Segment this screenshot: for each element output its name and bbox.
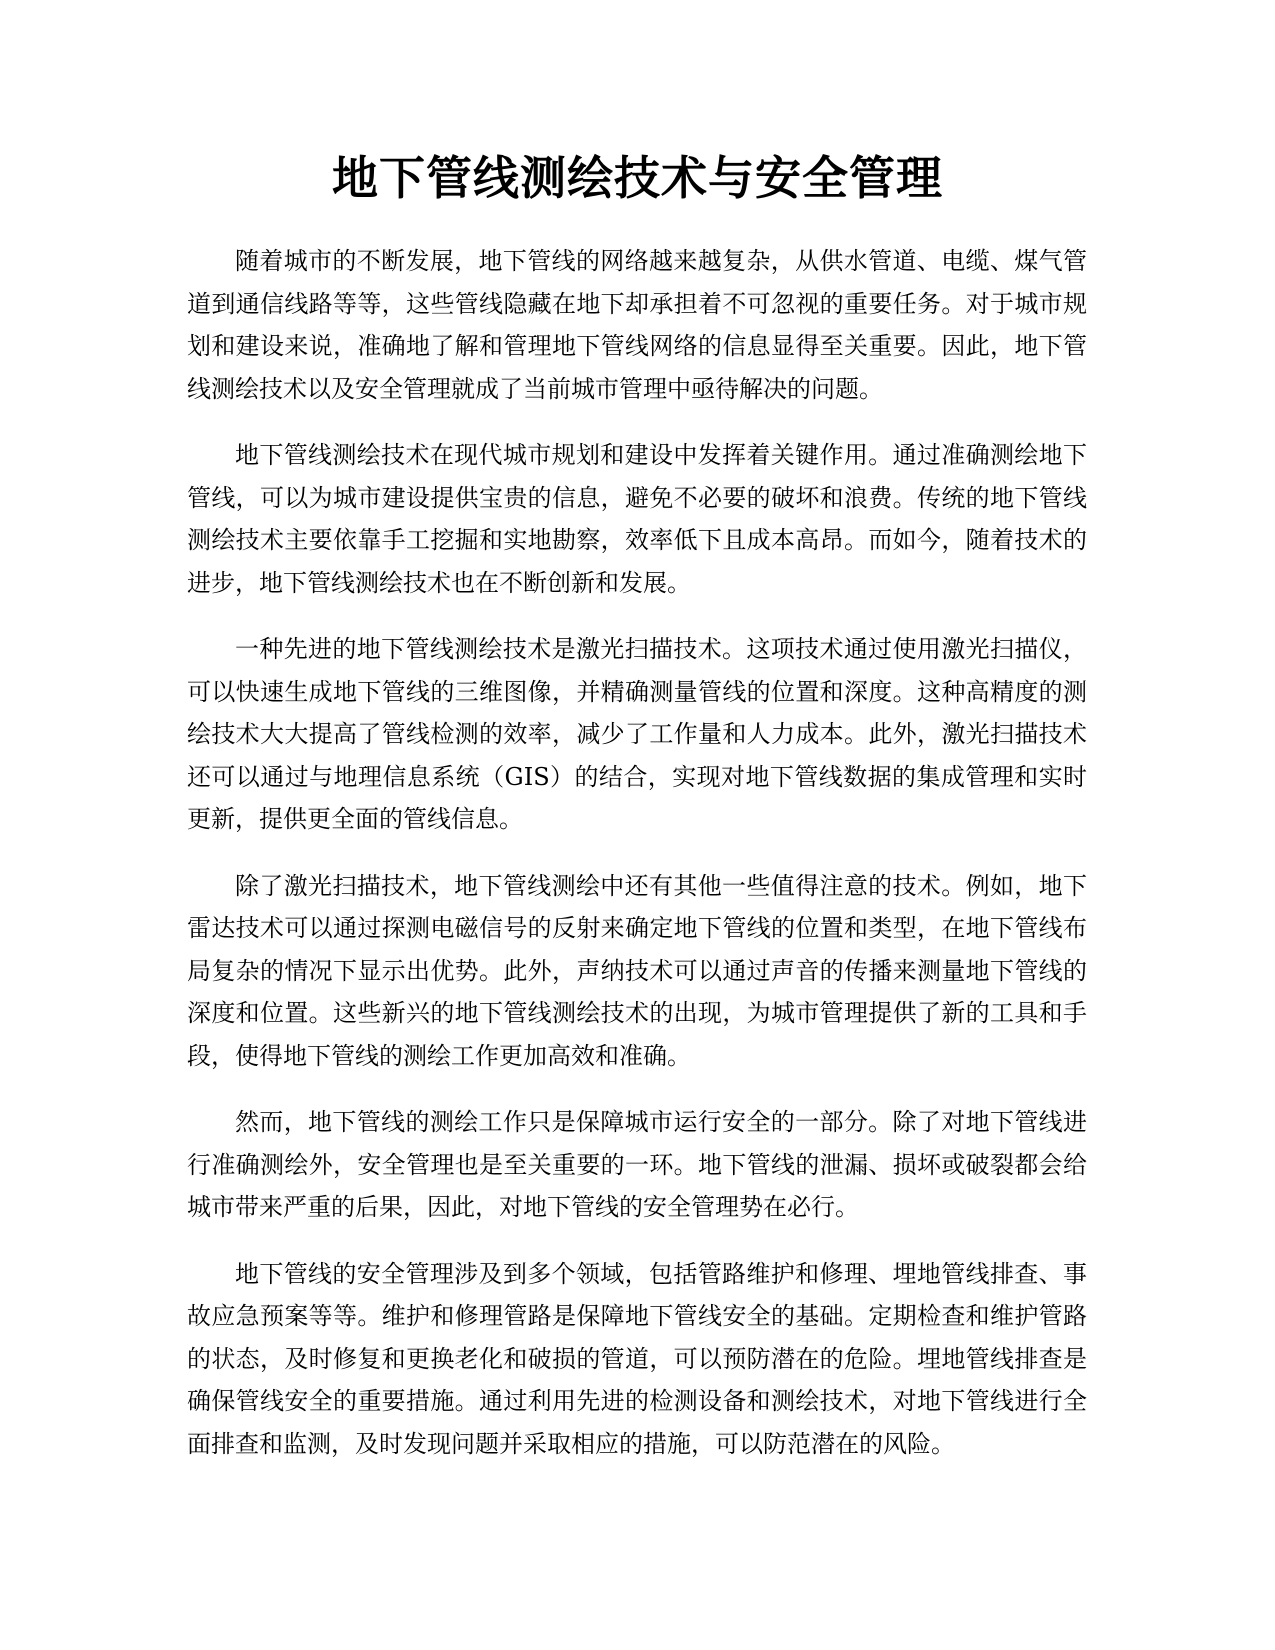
paragraph-2: 地下管线测绘技术在现代城市规划和建设中发挥着关键作用。通过准确测绘地下管线，可以为城市建设提供宝贵的信息，避免不必要的破坏和浪费。传统的地下管线测绘技术主要依靠手工挖掘和实地勘察，效率低下且成本高昂。而如今，随着技术的进步，地下管线测绘技术也在不断创新和发展。 bbox=[187, 441, 1087, 597]
document-body bbox=[187, 240, 1087, 1489]
paragraph-3: 一种先进的地下管线测绘技术是激光扫描技术。这项技术通过使用激光扫描仪，可以快速生成地下管线的三维图像，并精确测量管线的位置和深度。这种高精度的测绘技术大大提高了管线检测的效率，减少了工作量和人力成本。此外，激光扫描技术还可以通过与地理信息系统（GIS）的结合，实现对地下管线数据的集成管理和实时更新，提供更全面的管线信息。 bbox=[187, 635, 1087, 833]
document-title: 地下管线测绘技术与安全管理 bbox=[332, 151, 943, 205]
paragraph-4: 除了激光扫描技术，地下管线测绘中还有其他一些值得注意的技术。例如，地下雷达技术可以通过探测电磁信号的反射来确定地下管线的位置和类型，在地下管线布局复杂的情况下显示出优势。此外，声纳技术可以通过声音的传播来测量地下管线的深度和位置。这些新兴的地下管线测绘技术的出现，为城市管理提供了新的工具和手段，使得地下管线的测绘工作更加高效和准确。 bbox=[187, 871, 1087, 1070]
paragraph-5: 然而，地下管线的测绘工作只是保障城市运行安全的一部分。除了对地下管线进行准确测绘外，安全管理也是至关重要的一环。地下管线的泄漏、损坏或破裂都会给城市带来严重的后果，因此，对地下管线的安全管理势在必行。 bbox=[187, 1108, 1087, 1221]
paragraph-1: 随着城市的不断发展，地下管线的网络越来越复杂，从供水管道、电缆、煤气管道到通信线路等等，这些管线隐藏在地下却承担着不可忽视的重要任务。对于城市规划和建设来说，准确地了解和管理地下管线网络的信息显得至关重要。因此，地下管线测绘技术以及安全管理就成了当前城市管理中亟待解决的问题。 bbox=[187, 247, 1087, 403]
paragraph-6: 地下管线的安全管理涉及到多个领域，包括管路维护和修理、埋地管线排查、事故应急预案等等。维护和修理管路是保障地下管线安全的基础。定期检查和维护管路的状态，及时修复和更换老化和破损的管道，可以预防潜在的危险。埋地管线排查是确保管线安全的重要措施。通过利用先进的检测设备和测绘技术，对地下管线进行全面排查和监测，及时发现问题并采取相应的措施，可以防范潜在的风险。 bbox=[187, 1259, 1087, 1458]
